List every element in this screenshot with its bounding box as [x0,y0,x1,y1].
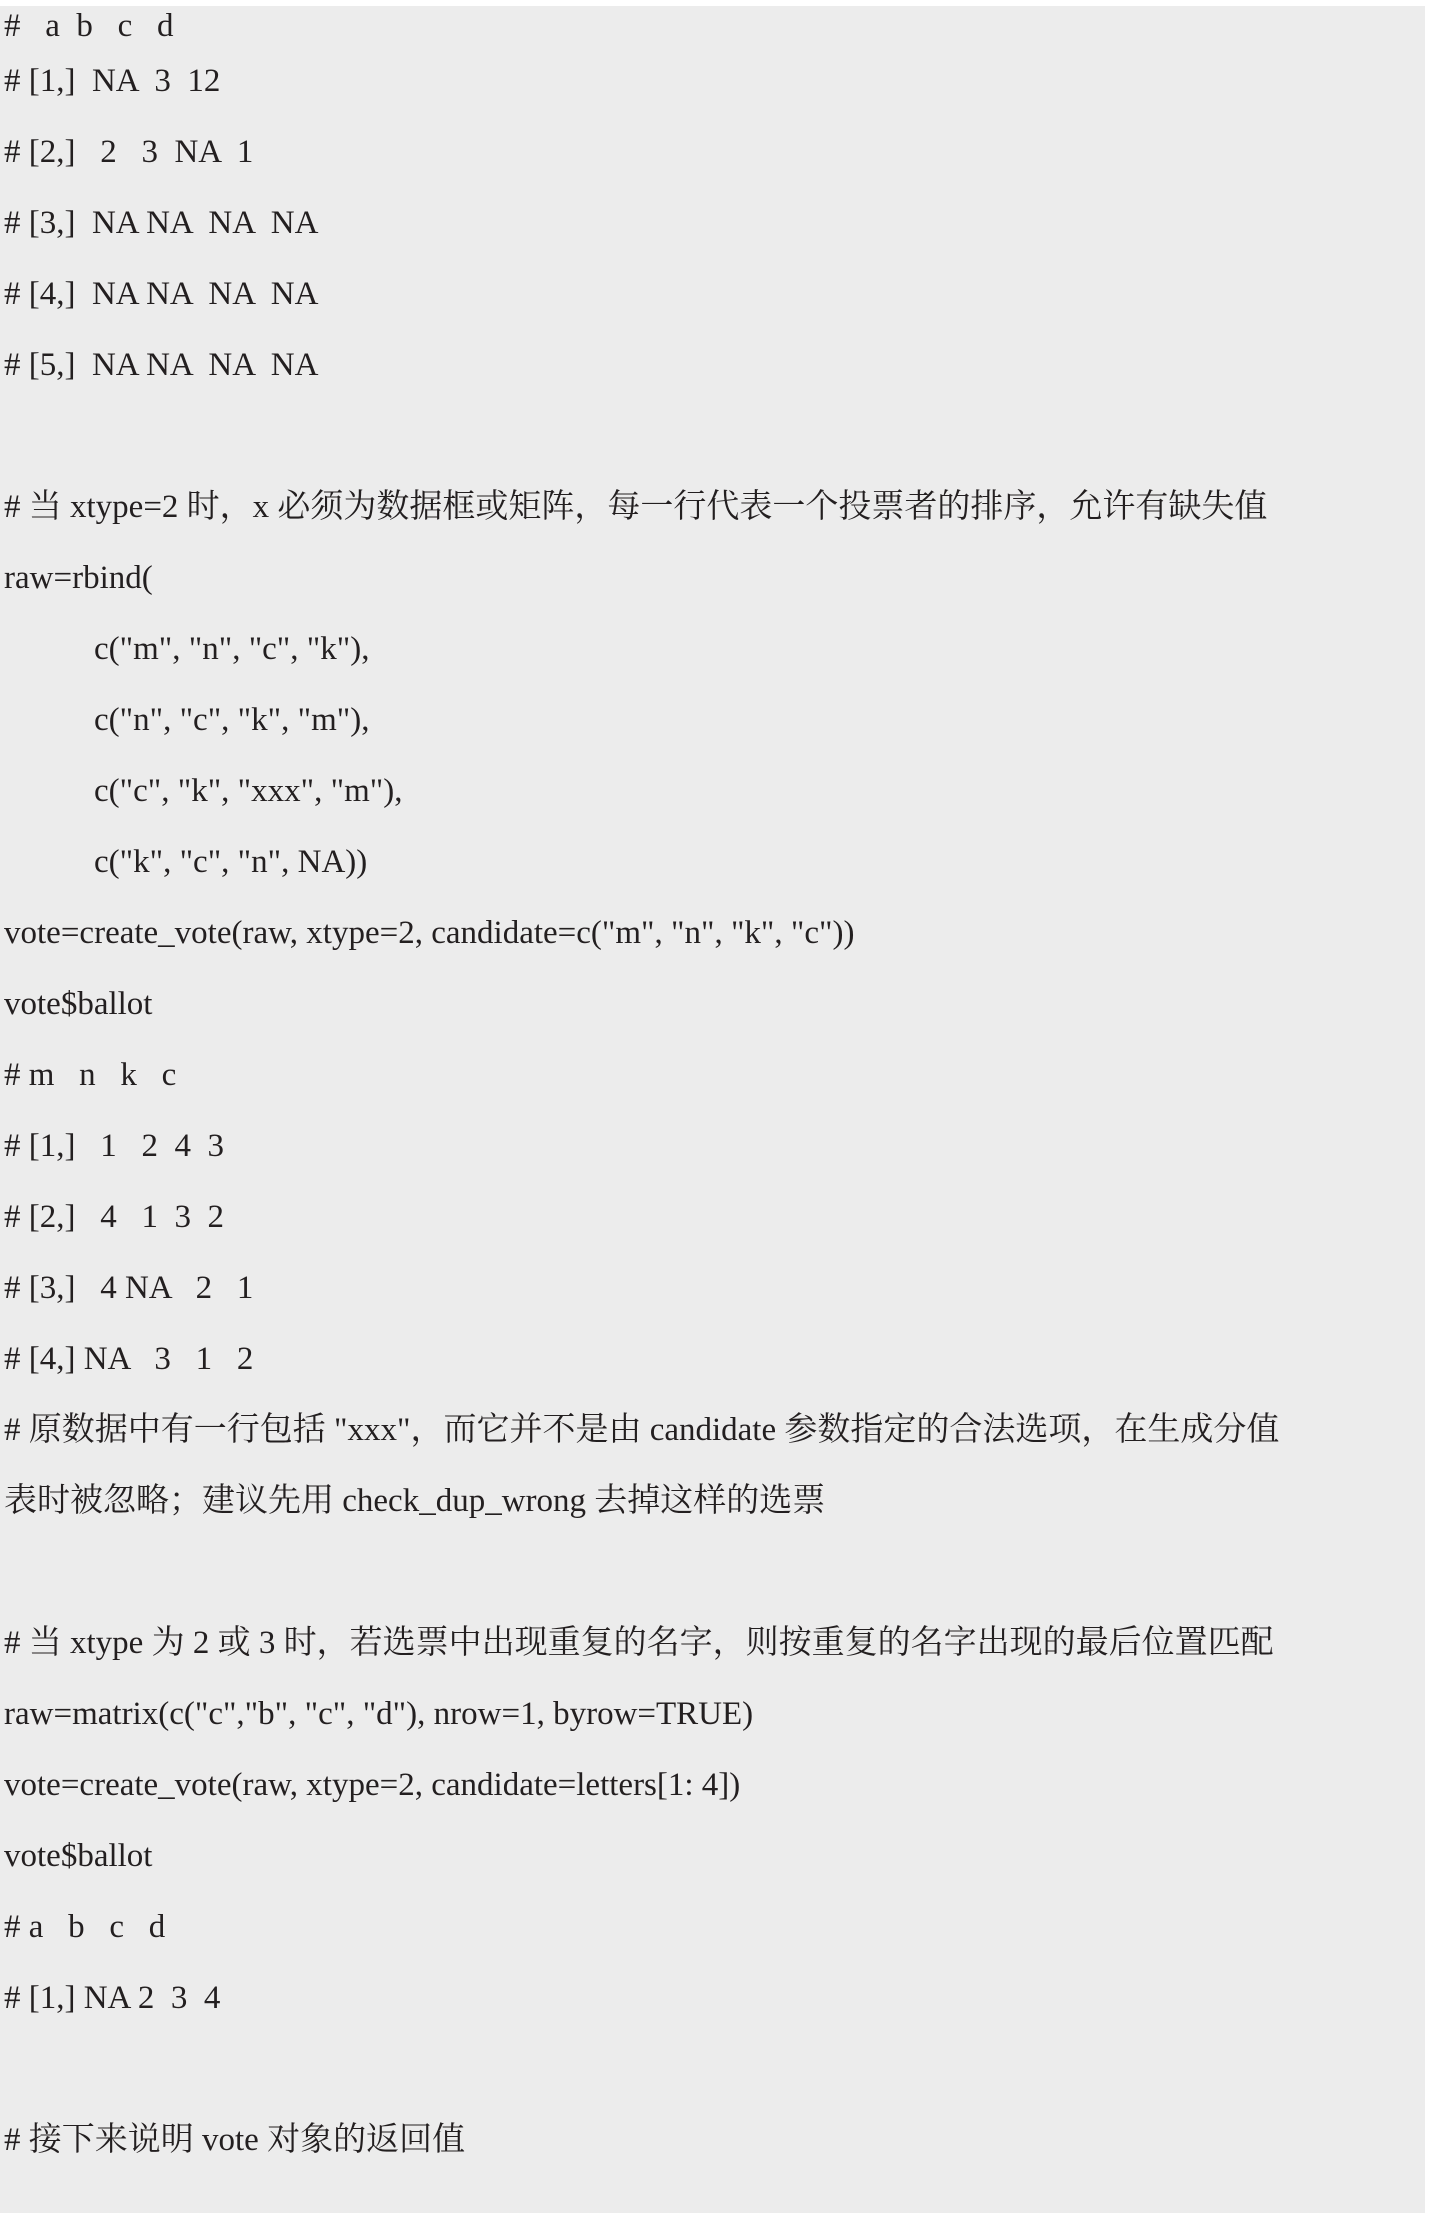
code-line: c("c", "k", "xxx", "m"), [94,773,403,809]
code-line: c("n", "c", "k", "m"), [94,702,370,738]
code-line: raw=rbind( [4,560,153,596]
code-line: c("k", "c", "n", NA)) [94,844,368,880]
code-block [0,6,1425,2213]
code-line: # [1,] NA 3 12 [4,63,221,99]
code-line: # 当 xtype=2 时，x 必须为数据框或矩阵，每一行代表一个投票者的排序，允许有缺失值 [4,489,1268,525]
blank-line [4,401,1425,472]
code-line: vote$ballot [4,1838,153,1874]
code-line: # [1,] 1 2 4 3 [4,1128,224,1164]
code-line: # a b c d [4,8,174,44]
code-line: # [3,] NA NA NA NA [4,205,319,241]
code-line: 表时被忽略；建议先用 check_dup_wrong 去掉这样的选票 [4,1483,826,1519]
code-line: # [2,] 2 3 NA 1 [4,134,254,170]
code-line: vote$ballot [4,986,153,1022]
blank-line [4,2034,1425,2105]
code-line: # m n k c [4,1057,177,1093]
code-line: # 接下来说明 vote 对象的返回值 [4,2122,466,2158]
code-line: # 当 xtype 为 2 或 3 时，若选票中出现重复的名字，则按重复的名字出现的最后位置匹配 [4,1625,1274,1661]
code-line: # [1,] NA 2 3 4 [4,1980,221,2016]
code-line: c("m", "n", "c", "k"), [94,631,370,667]
code-line: raw=matrix(c("c","b", "c", "d"), nrow=1, byrow=TRUE) [4,1696,754,1732]
code-line: # [4,] NA NA NA NA [4,276,319,312]
code-line: # [4,] NA 3 1 2 [4,1341,254,1377]
code-line: # [3,] 4 NA 2 1 [4,1270,254,1306]
code-line: # [2,] 4 1 3 2 [4,1199,224,1235]
code-line: # a b c d [4,1909,166,1945]
blank-line [4,1537,1425,1608]
code-line: vote=create_vote(raw, xtype=2, candidate=letters[1: 4]) [4,1767,741,1803]
code-line: # [5,] NA NA NA NA [4,347,319,383]
code-line: vote=create_vote(raw, xtype=2, candidate=c("m", "n", "k", "c")) [4,915,855,951]
code-line: # 原数据中有一行包括 "xxx"，而它并不是由 candidate 参数指定的合法选项，在生成分值 [4,1412,1280,1448]
